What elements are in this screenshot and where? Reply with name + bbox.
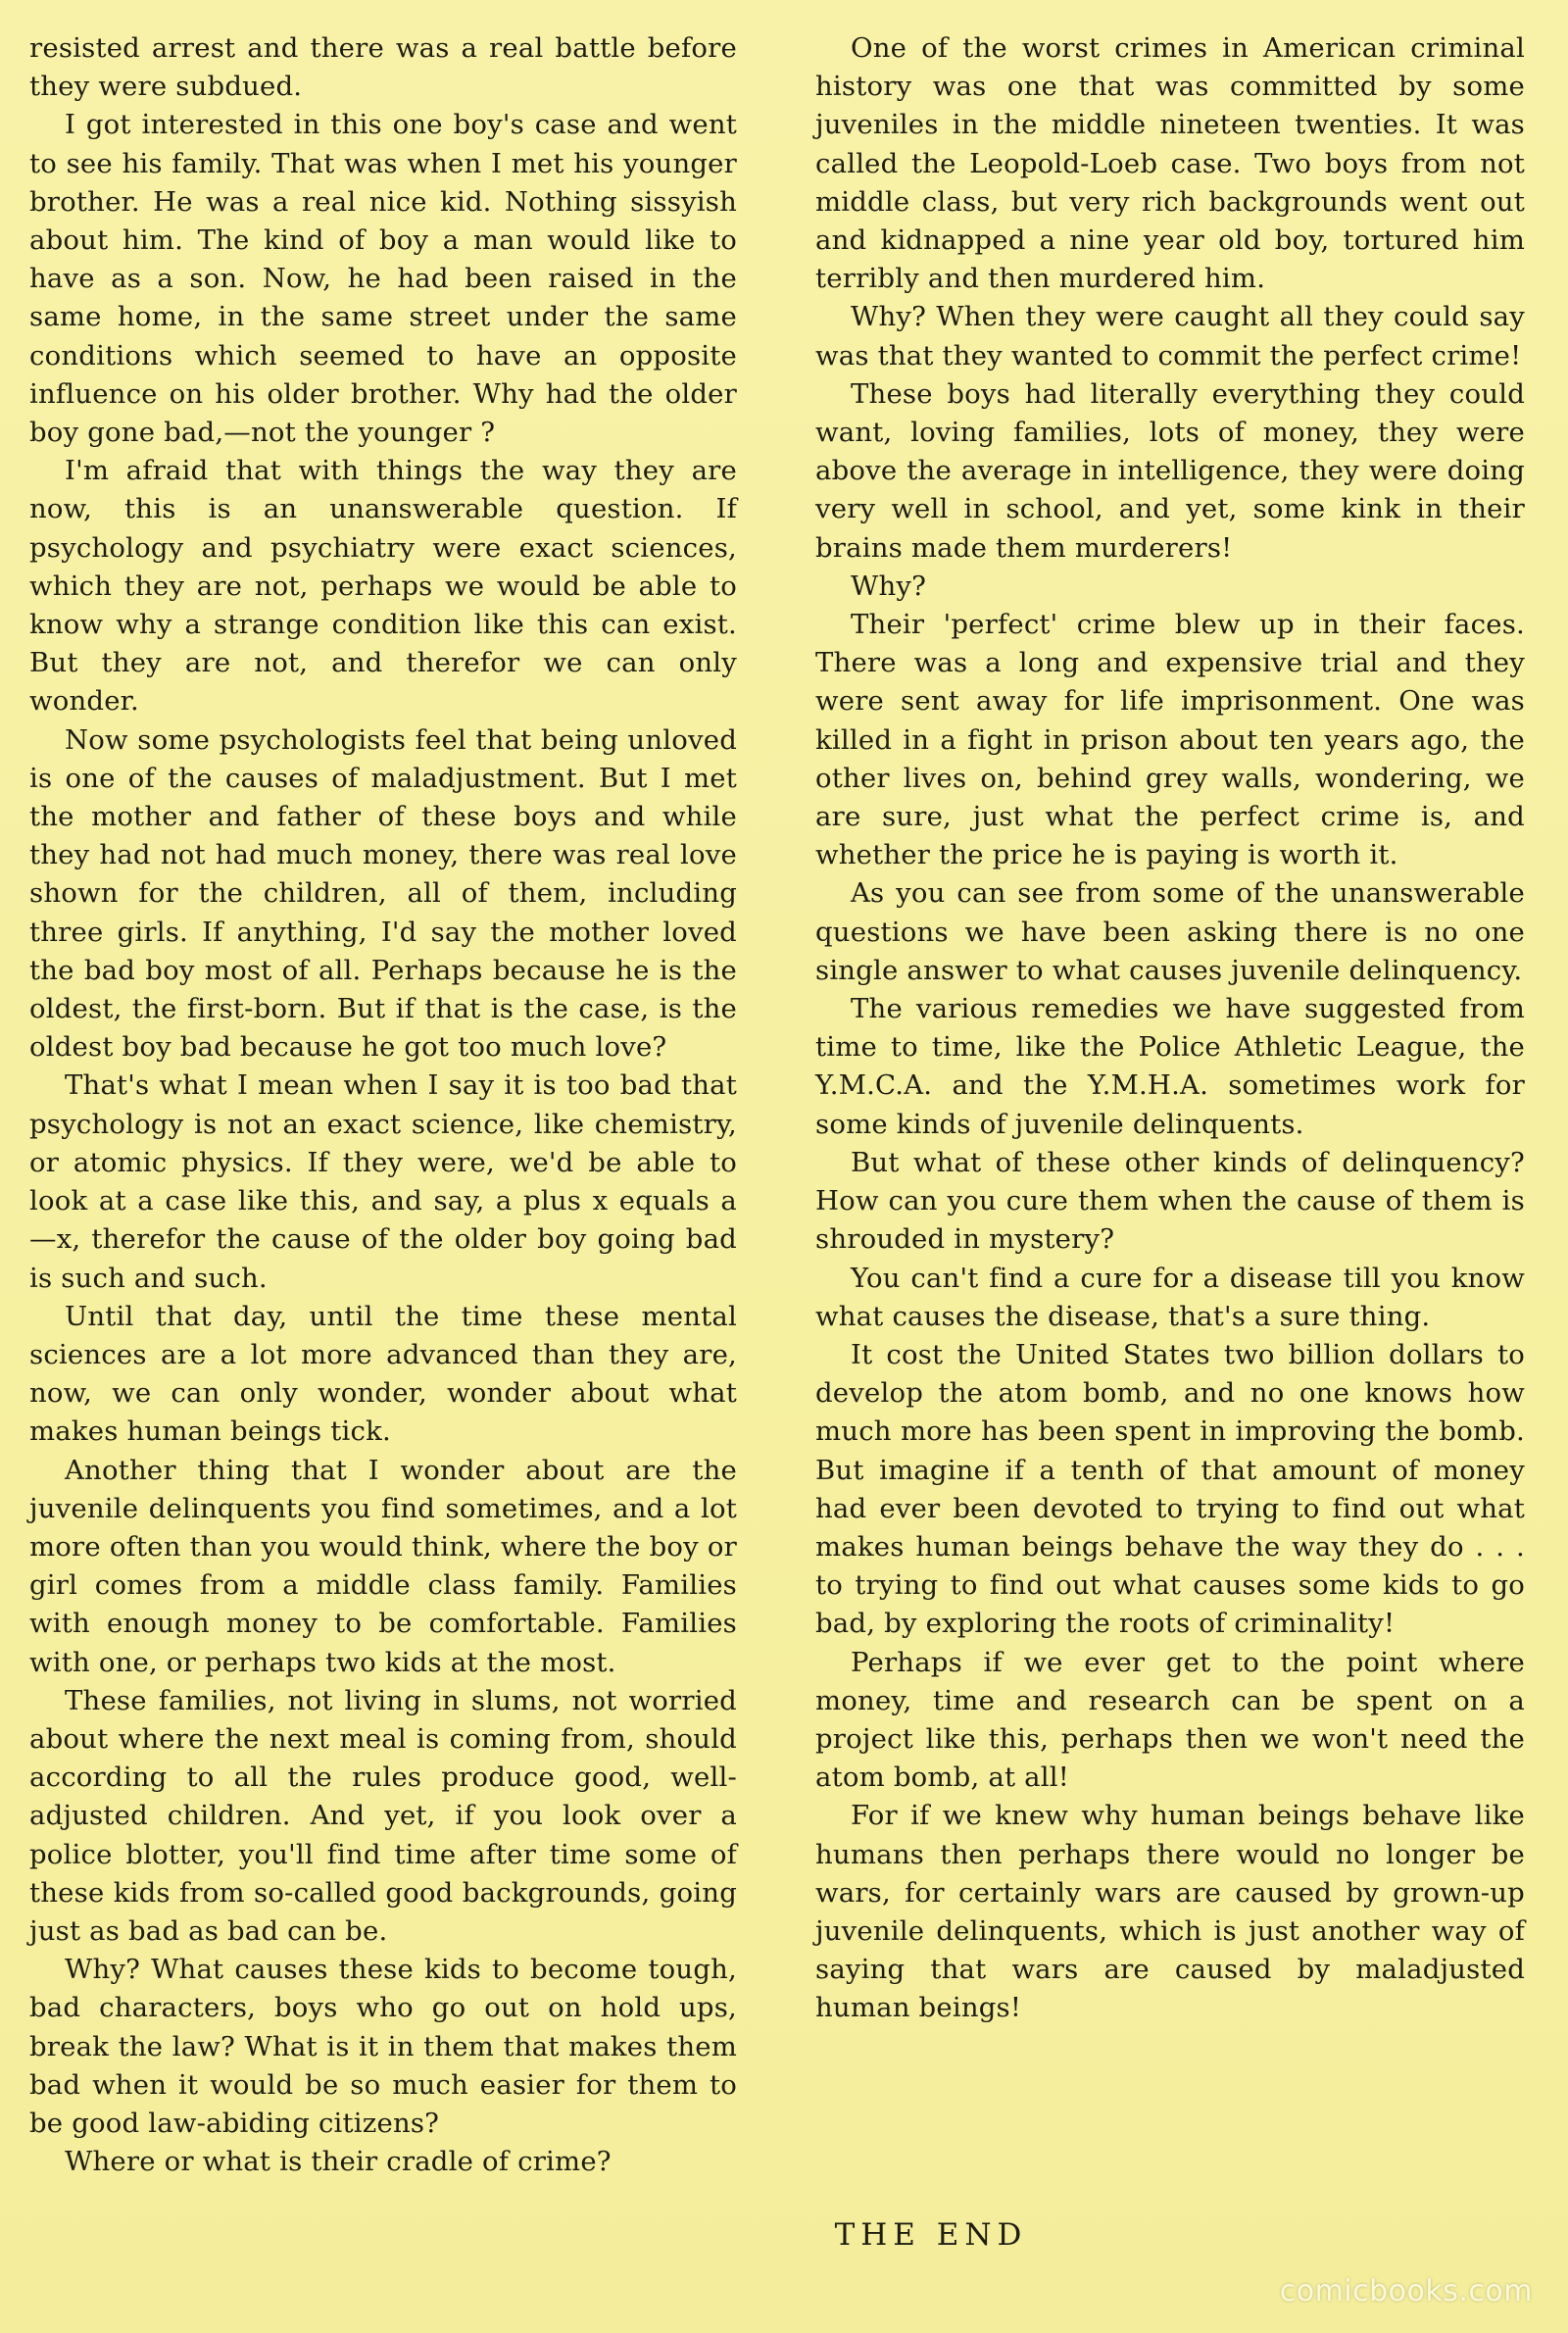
paragraph: Until that day, until the time these mental sciences are a lot more advanced than they are, now, we can only wonder, wonder about what makes human beings tick.	[29, 1300, 737, 1448]
right-text-column	[815, 29, 1525, 2028]
paragraph: Now some psychologists feel that being unloved is one of the causes of maladjustment. But I met the mother and father of these boys and while they had not had much money, there was real love shown for the children, all of them, including three girls. If anything, I'd say the mother loved the bad boy most of all. Perhaps because he is the oldest, the first-born. But if that is the case, is the oldest boy bad because he got too much love?	[29, 723, 737, 1064]
paragraph: It cost the United States two billion dollars to develop the atom bomb, and no one knows how much more has been spent in improving the bomb. But imagine if a tenth of that amount of money had ever been devoted to trying to find out what makes human beings behave the way they do . . . to trying to find out what causes some kids to go bad, by exploring the roots of criminality!	[815, 1338, 1525, 1640]
paragraph: Why?	[851, 570, 927, 602]
paragraph: That's what I mean when I say it is too bad that psychology is not an exact science, like chemistry, or atomic physics. If they were, we'd be able to look at a case like this, and say, a plus x equals a —x, therefor the cause of the older boy going bad is such and such.	[29, 1069, 737, 1294]
paragraph: But what of these other kinds of delinquency? How can you cure them when the cause of them is shrouded in mystery?	[815, 1146, 1525, 1256]
paragraph: For if we knew why human beings behave like humans then perhaps there would no longer be wars, for certainly wars are caused by grown-up juvenile delinquents, which is just another way of saying that wars are caused by maladjusted human beings!	[815, 1800, 1525, 2024]
paragraph: One of the worst crimes in American criminal history was one that was committed by some juveniles in the middle nineteen twenties. It was called the Leopold-Loeb case. Two boys from not middle class, but very rich backgrounds went out and kidnapped a nine year old boy, tortured him terribly and then murdered him.	[815, 32, 1525, 295]
paragraph: These families, not living in slums, not worried about where the next meal is coming from, should according to all the rules produce good, well-adjusted children. And yet, if you look over a police blotter, you'll find time after time some of these kids from so-called good backgrounds, going just as bad as bad can be.	[29, 1684, 737, 1947]
paragraph: You can't find a cure for a disease till you know what causes the disease, that's a sure thing.	[815, 1262, 1525, 1332]
paragraph: Their 'perfect' crime blew up in their faces. There was a long and expensive trial and they were sent away for life imprisonment. One was killed in a fight in prison about ten years ago, the other lives on, behind grey walls, wondering, we are sure, just what the perfect crime is, and whether the price he is paying is worth it.	[815, 609, 1525, 871]
paragraph: I got interested in this one boy's case and went to see his family. That was when I met his younger brother. He was a real nice kid. Nothing sissyish about him. The kind of boy a man would like to have as a son. Now, he had been raised in the same home, in the same street under the same conditions which seemed to have an opposite influence on his older brother. Why had the older boy gone bad,—not the younger ?	[29, 109, 737, 449]
paragraph: I'm afraid that with things the way they are now, this is an unanswerable question. If psychology and psychiatry were exact sciences, which they are not, perhaps we would be able to know why a strange condition like this can exist. But they are not, and therefor we can only wonder.	[29, 455, 737, 718]
paragraph: Perhaps if we ever get to the point where money, time and research can be spent on a project like this, perhaps then we won't need the atom bomb, at all!	[815, 1646, 1525, 1794]
paragraph: Why? When they were caught all they could say was that they wanted to commit the perfect crime!	[815, 301, 1525, 372]
paragraph: resisted arrest and there was a real battle before they were subdued.	[29, 32, 737, 103]
the-end-label: THE END	[834, 2217, 1028, 2253]
paragraph: As you can see from some of the unanswerable questions we have been asking there is no one single answer to what causes juvenile delinquency.	[815, 877, 1525, 986]
paragraph: Why? What causes these kids to become tough, bad characters, boys who go out on hold ups, break the law? What is it in them that makes them bad when it would be so much easier for them to be good law-abiding citizens?	[29, 1954, 737, 2139]
watermark-text: comicbooks.com	[1279, 2274, 1533, 2308]
paragraph: These boys had literally everything they could want, loving families, lots of money, they were above the average in intelligence, they were doing very well in school, and yet, some kink in their brains made them murderers!	[815, 377, 1525, 564]
paragraph: Another thing that I wonder about are the juvenile delinquents you find sometimes, and a lot more often than you would think, where the boy or girl comes from a middle class family. Families with enough money to be comfortable. Families with one, or perhaps two kids at the most.	[29, 1454, 737, 1678]
left-text-column	[29, 29, 737, 2181]
paragraph: The various remedies we have suggested from time to time, like the Police Athletic League, the Y.M.C.A. and the Y.M.H.A. sometimes work for some kinds of juvenile delinquents.	[815, 993, 1525, 1140]
paragraph: Where or what is their cradle of crime?	[65, 2146, 612, 2178]
